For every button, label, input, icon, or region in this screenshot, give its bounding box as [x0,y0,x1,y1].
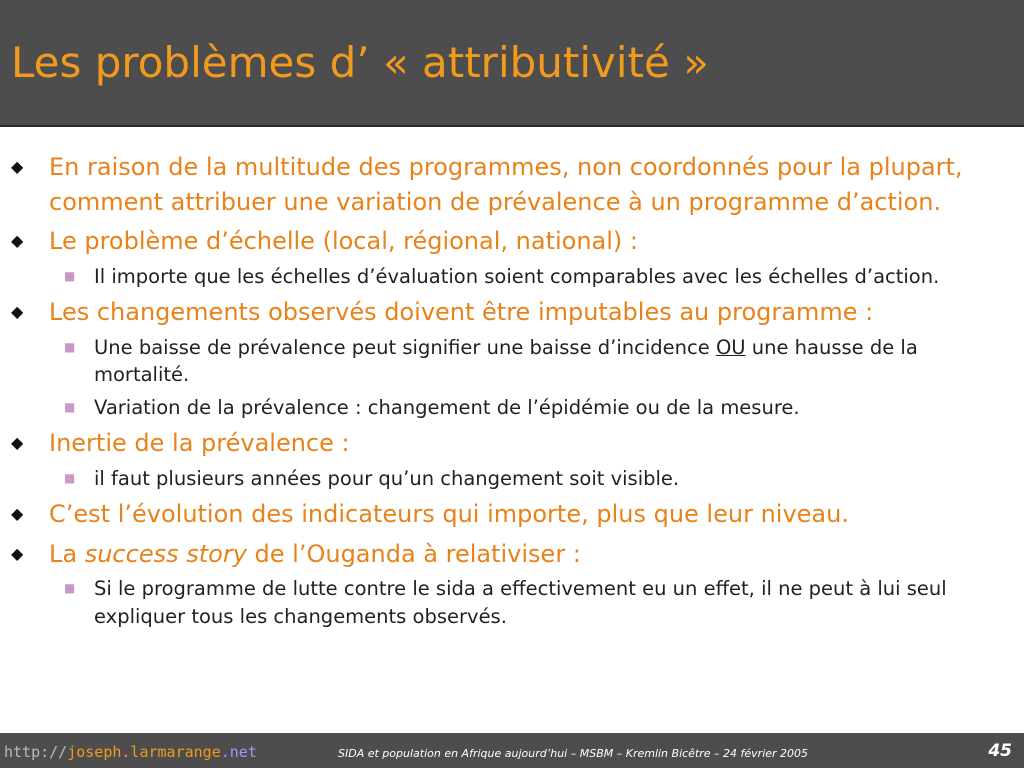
bullet-item [11,150,999,219]
diamond-bullet-icon: ◆ [11,543,24,563]
bullet-item [11,497,999,532]
square-bullet-icon: ■ [64,470,76,485]
sub-bullet-item [64,465,999,493]
bullet-text-part: de l’Ouganda à relativiser : [246,539,581,568]
slide-content [0,150,1024,633]
sub-bullet-item [64,334,999,389]
bullet-text: Les changements observés doivent être imputables au programme : [49,298,874,326]
bullet-item [11,537,999,572]
sub-bullet-text-part: une hausse de la mortalité. [94,335,918,386]
footer-text: SIDA et population en Afrique aujourd’hui – MSBM – Kremlin Bicêtre – 24 février 2005 [338,747,809,760]
bullet-text-part: La [49,539,85,568]
url-tld: .net [220,743,257,761]
sub-bullet-text: il faut plusieurs années pour qu’un changement soit visible. [94,466,680,490]
diamond-bullet-icon: ◆ [11,157,24,176]
slide-title: Les problèmes d’ « attributivité » [11,38,709,87]
bullet-text: C’est l’évolution des indicateurs qui importe, plus que leur niveau. [49,500,849,528]
sub-bullet-text-part: Une baisse de prévalence peut signifier une baisse d’incidence [94,335,716,359]
square-bullet-icon: ■ [64,399,76,414]
bullet-text: En raison de la multitude des programmes, non coordonnés pour la plupart, comment attribuer une variation de prévalence à un programme d’action. [49,153,963,216]
page-number: 45 [988,741,1012,761]
sub-bullet-text: Variation de la prévalence : changement de l’épidémie ou de la mesure. [94,395,800,419]
url-domain: joseph.larmarange [67,743,221,761]
diamond-bullet-icon: ◆ [11,231,24,250]
sub-bullet-text: Si le programme de lutte contre le sida a effectivement eu un effet, il ne peut à lui seul expliquer tous les changements observés. [94,577,947,628]
bullet-item [11,224,999,259]
emphasis-ou: OU [715,335,746,359]
sub-bullet-item [64,575,999,630]
bullet-item [11,295,999,330]
emphasis-success-story: success story [84,539,247,568]
square-bullet-icon: ■ [64,581,76,595]
diamond-bullet-icon: ◆ [11,504,24,523]
diamond-bullet-icon: ◆ [11,302,24,321]
title-bar [0,0,1024,127]
sub-bullet-text: Il importe que les échelles d’évaluation soient comparables avec les échelles d’action. [94,264,940,288]
bullet-item [11,426,999,461]
diamond-bullet-icon: ◆ [11,433,24,452]
square-bullet-icon: ■ [64,268,76,283]
footer-bar [0,733,1024,768]
sub-bullet-item [64,263,999,291]
url-scheme: http:// [4,743,68,761]
bullet-text: Inertie de la prévalence : [49,429,350,457]
bullet-text: Le problème d’échelle (local, régional, national) : [49,227,638,255]
website-link[interactable] [4,743,257,761]
sub-bullet-item [64,394,999,422]
square-bullet-icon: ■ [64,339,76,354]
